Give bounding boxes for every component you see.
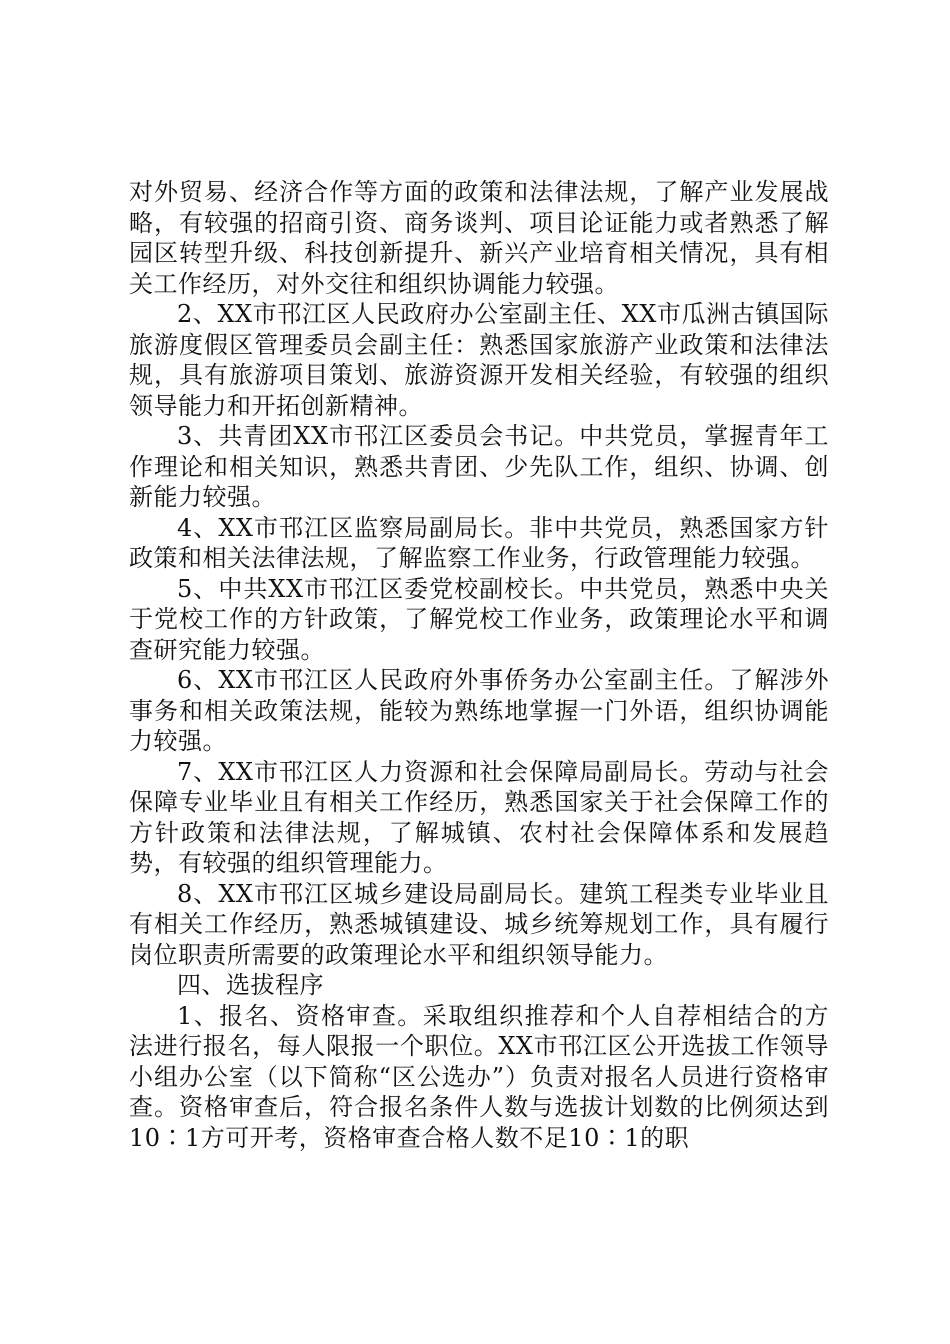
paragraph-position-6: 6、XX市邗江区人民政府外事侨务办公室副主任。了解涉外事务和相关政策法规，能较为熟练地掌握一门外语，组织协调能力较强。 xyxy=(129,666,829,755)
paragraph-position-2: 2、XX市邗江区人民政府办公室副主任、XX市瓜洲古镇国际旅游度假区管理委员会副主任：熟悉国家旅游产业政策和法律法规，具有旅游项目策划、旅游资源开发相关经验，有较强的组织领导能力和开拓创新精神。 xyxy=(129,300,829,420)
paragraph-position-8: 8、XX市邗江区城乡建设局副局长。建筑工程类专业毕业且有相关工作经历，熟悉城镇建设、城乡统筹规划工作，具有履行岗位职责所需要的政策理论水平和组织领导能力。 xyxy=(129,879,829,969)
paragraph-position-5: 5、中共XX市邗江区委党校副校长。中共党员，熟悉中央关于党校工作的方针政策，了解党校工作业务，政策理论水平和调查研究能力较强。 xyxy=(129,574,829,664)
paragraph-position-4: 4、XX市邗江区监察局副局长。非中共党员，熟悉国家方针政策和相关法律法规，了解监察工作业务，行政管理能力较强。 xyxy=(129,513,829,572)
section-heading-selection-procedure: 四、选拔程序 xyxy=(177,971,324,999)
paragraph-position-3: 3、共青团XX市邗江区委员会书记。中共党员，掌握青年工作理论和相关知识，熟悉共青团、少先队工作，组织、协调、创新能力较强。 xyxy=(129,422,829,511)
paragraph-continuation: 对外贸易、经济合作等方面的政策和法律法规，了解产业发展战略，有较强的招商引资、商务谈判、项目论证能力或者熟悉了解园区转型升级、科技创新提升、新兴产业培育相关情况，具有相关工作经历，对外交往和组织协调能力较强。 xyxy=(129,178,829,298)
document-body xyxy=(129,177,829,1153)
paragraph-registration: 1、报名、资格审查。采取组织推荐和个人自荐相结合的方法进行报名，每人限报一个职位。XX市邗江区公开选拔工作领导小组办公室（以下简称“区公选办”）负责对报名人员进行资格审查。资格审查后，符合报名条件人数与选拔计划数的比例须达到10∶1方可开考，资格审查合格人数不足10∶1的职 xyxy=(129,1001,829,1152)
paragraph-position-7: 7、XX市邗江区人力资源和社会保障局副局长。劳动与社会保障专业毕业且有相关工作经历，熟悉国家关于社会保障工作的方针政策和法律法规，了解城镇、农村社会保障体系和发展趋势，有较强的组织管理能力。 xyxy=(129,757,829,877)
